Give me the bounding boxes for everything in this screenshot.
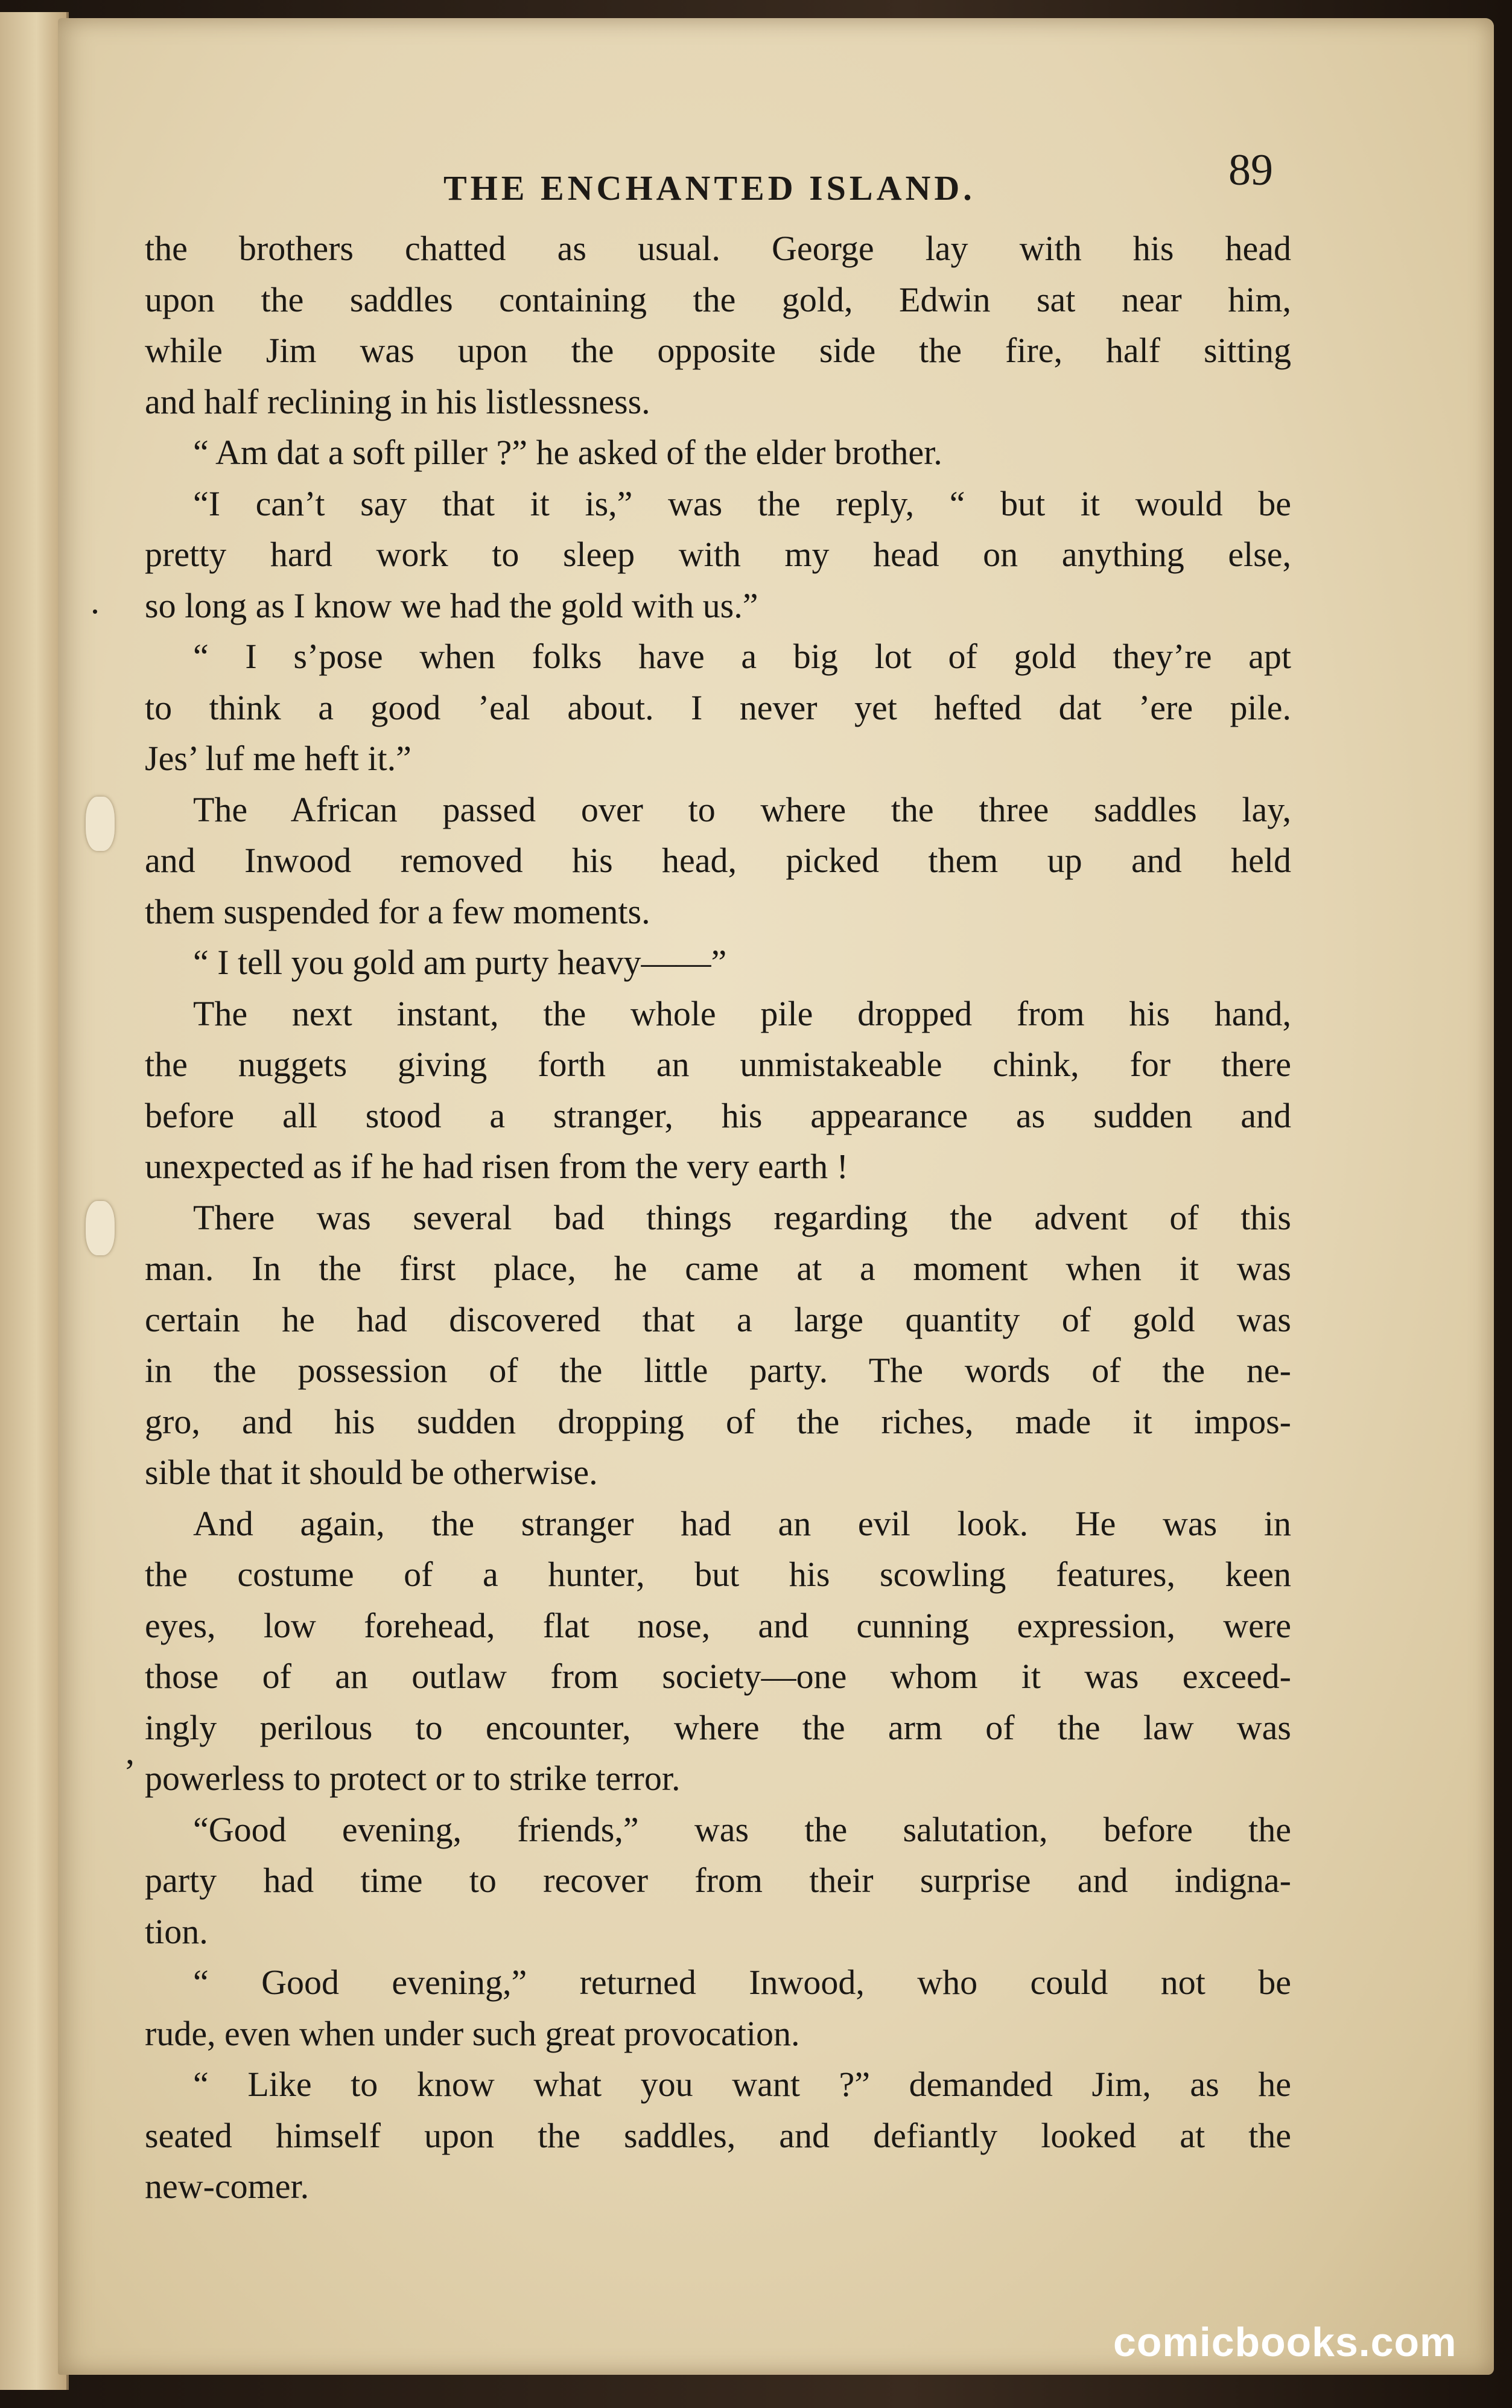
- text-line: man. In the first place, he came at a moment when it was: [145, 1249, 1291, 1288]
- text-line: “ I tell you gold am purty heavy——”: [193, 943, 727, 982]
- text-line: The next instant, the whole pile dropped from his hand,: [193, 993, 1291, 1033]
- text-line: gro, and his sudden dropping of the riches, made it impos-: [145, 1401, 1291, 1441]
- text-line: the costume of a hunter, but his scowling features, keen: [145, 1555, 1291, 1594]
- text-line: upon the saddles containing the gold, Edwin sat near him,: [145, 279, 1291, 319]
- text-line: in the possession of the little party. The words of the ne-: [145, 1351, 1291, 1390]
- text-line: the nuggets giving forth an unmistakeable chink, for there: [145, 1045, 1291, 1084]
- text-line: “ I s’pose when folks have a big lot of gold they’re apt: [193, 637, 1291, 676]
- text-line: while Jim was upon the opposite side the fire, half sitting: [145, 331, 1291, 370]
- text-line: ingly perilous to encounter, where the arm of the law was: [145, 1707, 1291, 1747]
- text-line: “Good evening, friends,” was the salutation, before the: [193, 1809, 1291, 1849]
- text-line: party had time to recover from their surprise and indigna-: [145, 1861, 1291, 1900]
- text-line: Jes’ luf me heft it.”: [145, 739, 411, 778]
- binding-hole: [86, 1201, 115, 1255]
- text-line: “ Like to know what you want ?” demanded Jim, as he: [193, 2065, 1291, 2104]
- text-line: “ Am dat a soft piller ?” he asked of the elder brother.: [193, 433, 942, 472]
- margin-mark: .: [91, 581, 100, 621]
- text-line: seated himself upon the saddles, and defiantly looked at the: [145, 2115, 1291, 2155]
- binding-hole: [86, 797, 115, 851]
- text-line: before all stood a stranger, his appearance as sudden and: [145, 1095, 1291, 1135]
- text-line: “ Good evening,” returned Inwood, who could not be: [193, 1963, 1291, 2002]
- page-number: 89: [1228, 145, 1273, 195]
- watermark: comicbooks.com: [1113, 2319, 1457, 2365]
- text-line: rude, even when under such great provocation.: [145, 2013, 800, 2053]
- text-line: “I can’t say that it is,” was the reply, “ but it would be: [193, 483, 1291, 523]
- text-line: so long as I know we had the gold with us.”: [145, 585, 758, 625]
- text-line: The African passed over to where the three saddles lay,: [193, 789, 1291, 829]
- text-line: and half reclining in his listlessness.: [145, 381, 650, 421]
- margin-mark: ,: [125, 1731, 135, 1771]
- text-line: tion.: [145, 1911, 208, 1951]
- text-line: to think a good ’eal about. I never yet hefted dat ’ere pile.: [145, 687, 1291, 727]
- text-line: pretty hard work to sleep with my head on anything else,: [145, 535, 1291, 574]
- text-line: them suspended for a few moments.: [145, 891, 650, 931]
- text-line: powerless to protect or to strike terror.: [145, 1759, 681, 1798]
- text-line: certain he had discovered that a large quantity of gold was: [145, 1299, 1291, 1339]
- text-line: the brothers chatted as usual. George lay with his head: [145, 229, 1291, 268]
- running-head: THE ENCHANTED ISLAND.: [443, 168, 976, 208]
- text-line: There was several bad things regarding the advent of this: [193, 1197, 1291, 1237]
- text-line: eyes, low forehead, flat nose, and cunning expression, were: [145, 1605, 1291, 1645]
- text-line: and Inwood removed his head, picked them up and held: [145, 841, 1291, 880]
- body-text: [145, 223, 1291, 2212]
- text-line: And again, the stranger had an evil look. He was in: [193, 1503, 1291, 1543]
- text-line: new-comer.: [145, 2167, 310, 2206]
- text-line: sible that it should be otherwise.: [145, 1453, 598, 1492]
- text-line: unexpected as if he had risen from the very earth !: [145, 1147, 848, 1186]
- text-line: those of an outlaw from society—one whom it was exceed-: [145, 1657, 1291, 1696]
